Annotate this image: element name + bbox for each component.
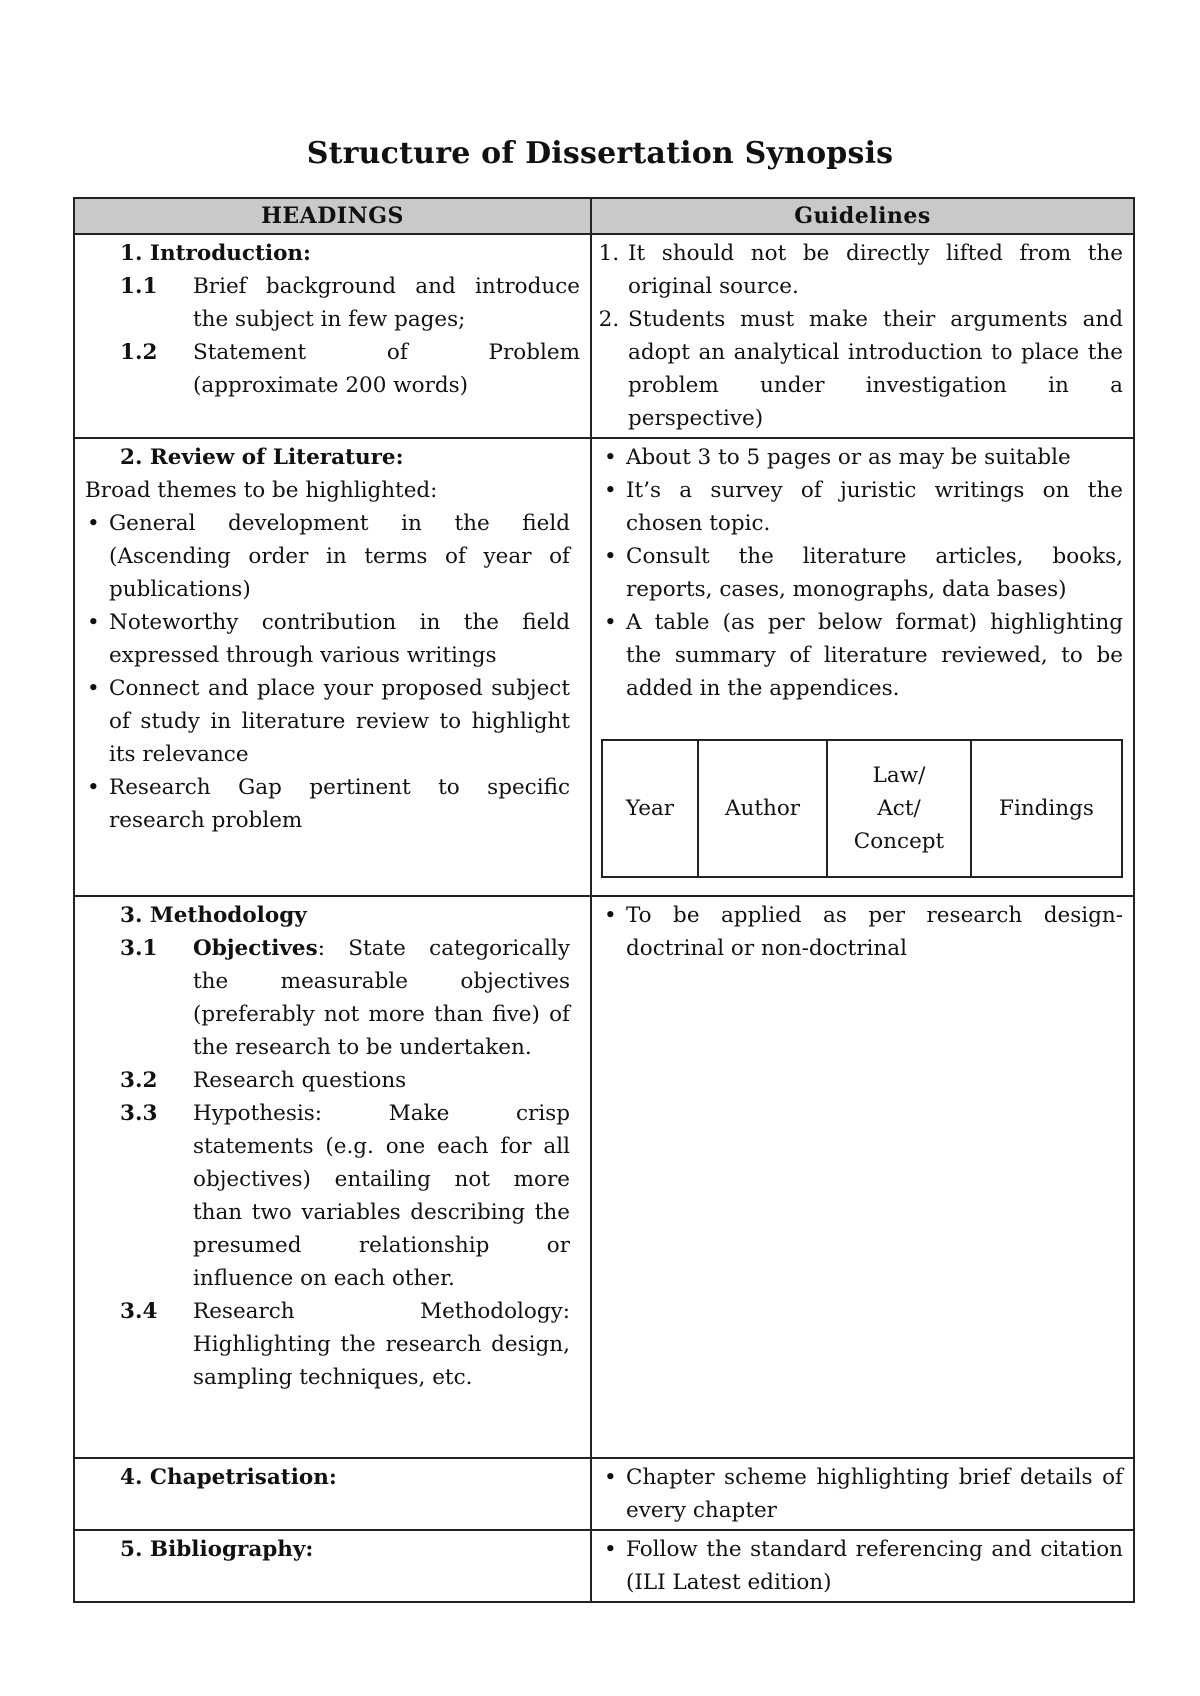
introduction-guidelines-list <box>602 237 1123 435</box>
column-law-act-concept: Law/ Act/ Concept <box>827 740 971 877</box>
literature-themes-list <box>85 507 570 837</box>
sub-number: 3.1 <box>120 936 158 961</box>
introduction-guidelines-cell <box>591 234 1134 438</box>
sub-number: 3.2 <box>120 1068 158 1093</box>
bibliography-heading: 5. Bibliography: <box>120 1537 314 1562</box>
objectives-text: : State categorically the measurable objectives (preferably not more than five) of the research to be undertaken. <box>193 936 570 1060</box>
bibliography-guidelines-cell <box>591 1530 1134 1602</box>
methodology-guidelines-cell <box>591 896 1134 1458</box>
table-row <box>602 740 1122 877</box>
literature-guidelines-cell <box>591 438 1134 896</box>
sub-number: 1.2 <box>120 340 158 365</box>
chapterisation-heading: 4. Chapetrisation: <box>120 1465 337 1490</box>
sub-text: Research questions <box>193 1068 407 1093</box>
list-item: • A table (as per below format) highlighting the summary of literature reviewed, to be added in the appendices. <box>626 606 1123 705</box>
sub-item <box>85 932 570 1064</box>
sub-number: 1.1 <box>120 274 158 299</box>
headings-header: HEADINGS <box>74 198 591 234</box>
guidelines-header: Guidelines <box>591 198 1134 234</box>
sub-text: Hypothesis: Make crisp statements (e.g. one each for all objectives) entailing not more than two variables describing the presumed relationship or influence on each other. <box>193 1101 570 1291</box>
synopsis-structure-table <box>73 197 1135 1603</box>
list-item: • Consult the literature articles, books, reports, cases, monographs, data bases) <box>626 540 1123 606</box>
sub-number: 3.3 <box>120 1101 158 1126</box>
literature-summary-table <box>601 739 1123 878</box>
literature-guidelines-list <box>602 441 1123 705</box>
list-item: • Chapter scheme highlighting brief details of every chapter <box>626 1461 1123 1527</box>
methodology-heading: 3. Methodology <box>120 903 307 928</box>
list-item: • To be applied as per research design-doctrinal or non-doctrinal <box>626 899 1123 965</box>
table-row <box>74 1530 1134 1602</box>
sub-number: 3.4 <box>120 1299 158 1324</box>
bibliography-guidelines-list <box>602 1533 1123 1599</box>
list-item: 1. It should not be directly lifted from the original source. <box>626 237 1123 303</box>
column-author: Author <box>698 740 827 877</box>
sub-text: Brief background and introduce the subject in few pages; <box>193 274 580 332</box>
chapterisation-guidelines-list <box>602 1461 1123 1527</box>
sub-text: Research Methodology: Highlighting the research design, sampling techniques, etc. <box>193 1299 570 1390</box>
page-title: Structure of Dissertation Synopsis <box>306 136 894 171</box>
column-findings: Findings <box>971 740 1122 877</box>
list-item: 2. Students must make their arguments and adopt an analytical introduction to place the problem under investigation in a perspective) <box>626 303 1123 435</box>
list-item: • Research Gap pertinent to specific research problem <box>109 771 570 837</box>
introduction-heading: 1. Introduction: <box>120 241 311 266</box>
table-row <box>74 438 1134 896</box>
literature-cell <box>74 438 591 896</box>
table-row <box>74 896 1134 1458</box>
list-item: • General development in the field (Ascending order in terms of year of publications) <box>109 507 570 606</box>
list-item: • About 3 to 5 pages or as may be suitable <box>626 441 1123 474</box>
list-item: • Connect and place your proposed subject of study in literature review to highlight its relevance <box>109 672 570 771</box>
literature-intro: Broad themes to be highlighted: <box>85 478 438 503</box>
table-header-row <box>74 198 1134 234</box>
column-year: Year <box>602 740 698 877</box>
table-row <box>74 234 1134 438</box>
objectives-label: Objectives <box>193 936 318 961</box>
sub-item <box>85 1064 570 1097</box>
methodology-guidelines-list <box>602 899 1123 965</box>
literature-heading: 2. Review of Literature: <box>120 445 404 470</box>
methodology-cell <box>74 896 591 1458</box>
list-item: • Follow the standard referencing and citation (ILI Latest edition) <box>626 1533 1123 1599</box>
sub-item <box>85 1295 570 1394</box>
bibliography-cell <box>74 1530 591 1602</box>
introduction-cell <box>74 234 591 438</box>
sub-item <box>85 270 580 336</box>
chapterisation-cell <box>74 1458 591 1530</box>
sub-item <box>85 336 580 402</box>
table-row <box>74 1458 1134 1530</box>
sub-item <box>85 1097 570 1295</box>
list-item: • It’s a survey of juristic writings on the chosen topic. <box>626 474 1123 540</box>
list-item: • Noteworthy contribution in the field expressed through various writings <box>109 606 570 672</box>
sub-text <box>193 932 570 1064</box>
chapterisation-guidelines-cell <box>591 1458 1134 1530</box>
sub-text: Statement of Problem (approximate 200 words) <box>193 340 580 398</box>
